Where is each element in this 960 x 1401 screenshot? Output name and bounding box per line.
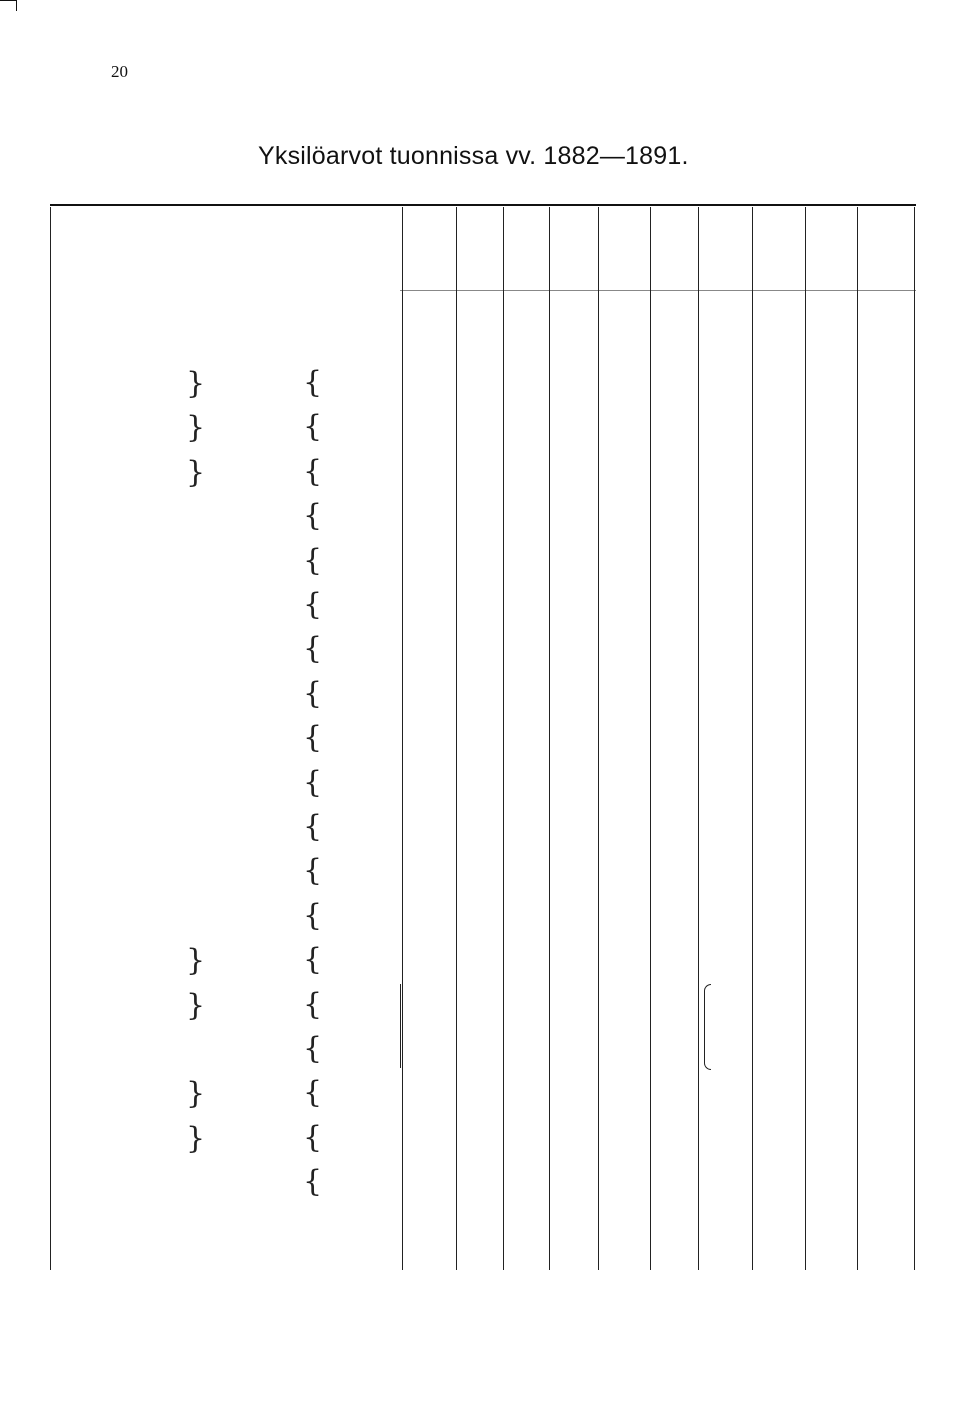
table-top-rule (50, 204, 916, 206)
vuotia-bracket-right (704, 984, 711, 1071)
column-divider (857, 207, 858, 1270)
left-border (50, 207, 51, 1270)
column-divider (598, 207, 599, 1270)
page-number: 20 (111, 62, 128, 81)
origin-brace: { (303, 1031, 323, 1066)
label-brace: } (186, 1076, 206, 1112)
page-title: Yksilöarvot tuonnissa vv. 1882—1891. (258, 142, 689, 170)
column-divider (503, 207, 504, 1270)
origin-brace: { (303, 1119, 323, 1155)
column-divider (402, 207, 403, 1270)
origin-brace: { (303, 409, 323, 445)
header-rule (400, 290, 916, 291)
column-divider (805, 207, 806, 1270)
origin-brace: { (303, 1164, 323, 1200)
corner-mark (0, 0, 17, 11)
label-brace: } (186, 410, 206, 446)
label-brace: } (186, 987, 206, 1023)
label-brace: } (186, 1120, 206, 1156)
origin-brace: { (303, 809, 323, 844)
origin-brace: { (303, 631, 323, 667)
origin-brace: { (303, 986, 323, 1022)
label-brace: } (186, 943, 206, 979)
label-brace: } (186, 366, 206, 401)
origin-brace: { (303, 453, 323, 489)
column-divider (549, 207, 550, 1270)
origin-brace: { (303, 498, 323, 534)
origin-brace: { (303, 897, 323, 933)
vuotia-bracket-left (394, 984, 401, 1069)
column-divider (698, 207, 699, 1270)
origin-brace: { (303, 587, 323, 622)
column-divider (752, 207, 753, 1270)
label-brace: } (186, 454, 206, 490)
origin-brace: { (303, 853, 323, 889)
origin-brace: { (303, 720, 323, 756)
origin-brace: { (303, 942, 323, 978)
column-divider (456, 207, 457, 1270)
origin-brace: { (303, 675, 323, 711)
origin-brace: { (303, 542, 323, 578)
origin-brace: { (303, 1075, 323, 1111)
column-divider (914, 207, 915, 1270)
origin-brace: { (303, 764, 323, 800)
origin-brace: { (303, 365, 323, 400)
column-divider (650, 207, 651, 1270)
